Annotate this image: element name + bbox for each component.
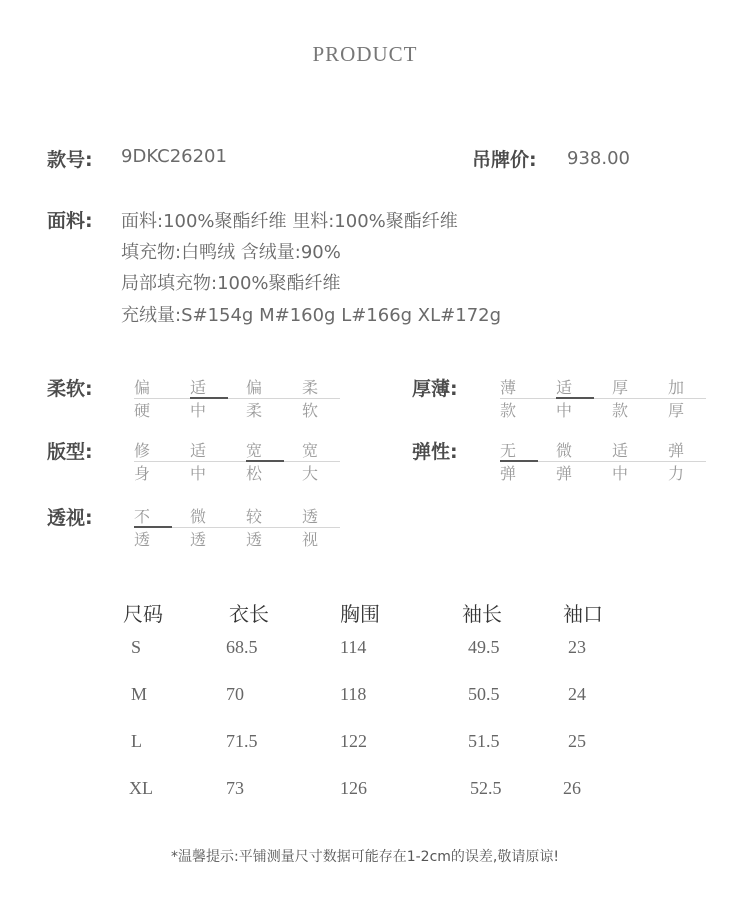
table-cell: 24: [568, 684, 586, 704]
sheerness-selected-marker: [134, 526, 172, 528]
sheerness-option: 透视: [302, 507, 319, 549]
fit-selected-marker: [246, 460, 284, 462]
fabric-line: 面料:100%聚酯纤维 里料:100%聚酯纤维: [121, 211, 458, 232]
softness-option: 偏硬: [134, 378, 151, 420]
style-number-value: 9DKC26201: [121, 146, 227, 167]
fabric-line: 局部填充物:100%聚酯纤维: [121, 273, 341, 294]
softness-option: 柔软: [302, 378, 319, 420]
elasticity-label: 弹性:: [412, 441, 458, 463]
table-cell: 26: [563, 778, 581, 798]
table-cell: 52.5: [470, 778, 502, 798]
elasticity-option: 无弹: [500, 441, 517, 483]
fabric-line: 填充物:白鸭绒 含绒量:90%: [121, 242, 341, 263]
table-cell: 126: [340, 778, 367, 798]
sheerness-option: 较透: [246, 507, 263, 549]
table-cell: 73: [226, 778, 244, 798]
softness-option: 偏柔: [246, 378, 263, 420]
fabric-label: 面料:: [47, 210, 93, 232]
softness-label: 柔软:: [47, 378, 93, 400]
table-cell: S: [131, 637, 142, 657]
cuff-header: 袖口: [563, 602, 603, 626]
table-cell: 68.5: [226, 637, 258, 657]
thickness-option: 适中: [556, 378, 573, 420]
chest-header: 胸围: [340, 602, 380, 626]
table-cell: 23: [568, 637, 586, 657]
table-cell: 25: [568, 731, 586, 751]
softness-option: 适中: [190, 378, 207, 420]
sheerness-option: 不透: [134, 507, 151, 549]
elasticity-selected-marker: [500, 460, 538, 462]
fit-label: 版型:: [47, 441, 93, 463]
fabric-line: 充绒量:S#154g M#160g L#166g XL#172g: [121, 305, 502, 326]
sheerness-label: 透视:: [47, 507, 93, 529]
fit-option: 修身: [134, 441, 151, 483]
tag-price-value: 938.00: [567, 148, 630, 169]
fit-option: 适中: [190, 441, 207, 483]
thickness-option: 薄款: [500, 378, 517, 420]
length-header: 衣长: [229, 602, 269, 626]
table-cell: 71.5: [226, 731, 258, 751]
elasticity-option: 微弹: [556, 441, 573, 483]
tag-price-label: 吊牌价:: [472, 149, 537, 171]
table-cell: 118: [340, 684, 367, 704]
fit-option: 宽松: [246, 441, 263, 483]
softness-selected-marker: [190, 397, 228, 399]
measurement-note: *温馨提示:平铺测量尺寸数据可能存在1-2cm的误差,敬请原谅!: [171, 849, 559, 865]
thickness-label: 厚薄:: [412, 378, 458, 400]
elasticity-option: 弹力: [668, 441, 685, 483]
sleeve-length-header: 袖长: [462, 602, 502, 626]
thickness-option: 加厚: [668, 378, 685, 420]
thickness-selected-marker: [556, 397, 594, 399]
table-cell: M: [131, 684, 148, 704]
table-cell: L: [131, 731, 142, 751]
fit-option: 宽大: [302, 441, 319, 483]
table-cell: XL: [129, 778, 153, 798]
page-title: PRODUCT: [312, 42, 418, 66]
table-cell: 49.5: [468, 637, 500, 657]
thickness-option: 厚款: [612, 378, 629, 420]
elasticity-option: 适中: [612, 441, 629, 483]
size-header: 尺码: [123, 602, 163, 626]
sheerness-option: 微透: [190, 507, 207, 549]
table-cell: 122: [340, 731, 367, 751]
table-cell: 114: [340, 637, 367, 657]
table-cell: 51.5: [468, 731, 500, 751]
table-cell: 50.5: [468, 684, 500, 704]
style-number-label: 款号:: [47, 149, 93, 171]
table-cell: 70: [226, 684, 244, 704]
